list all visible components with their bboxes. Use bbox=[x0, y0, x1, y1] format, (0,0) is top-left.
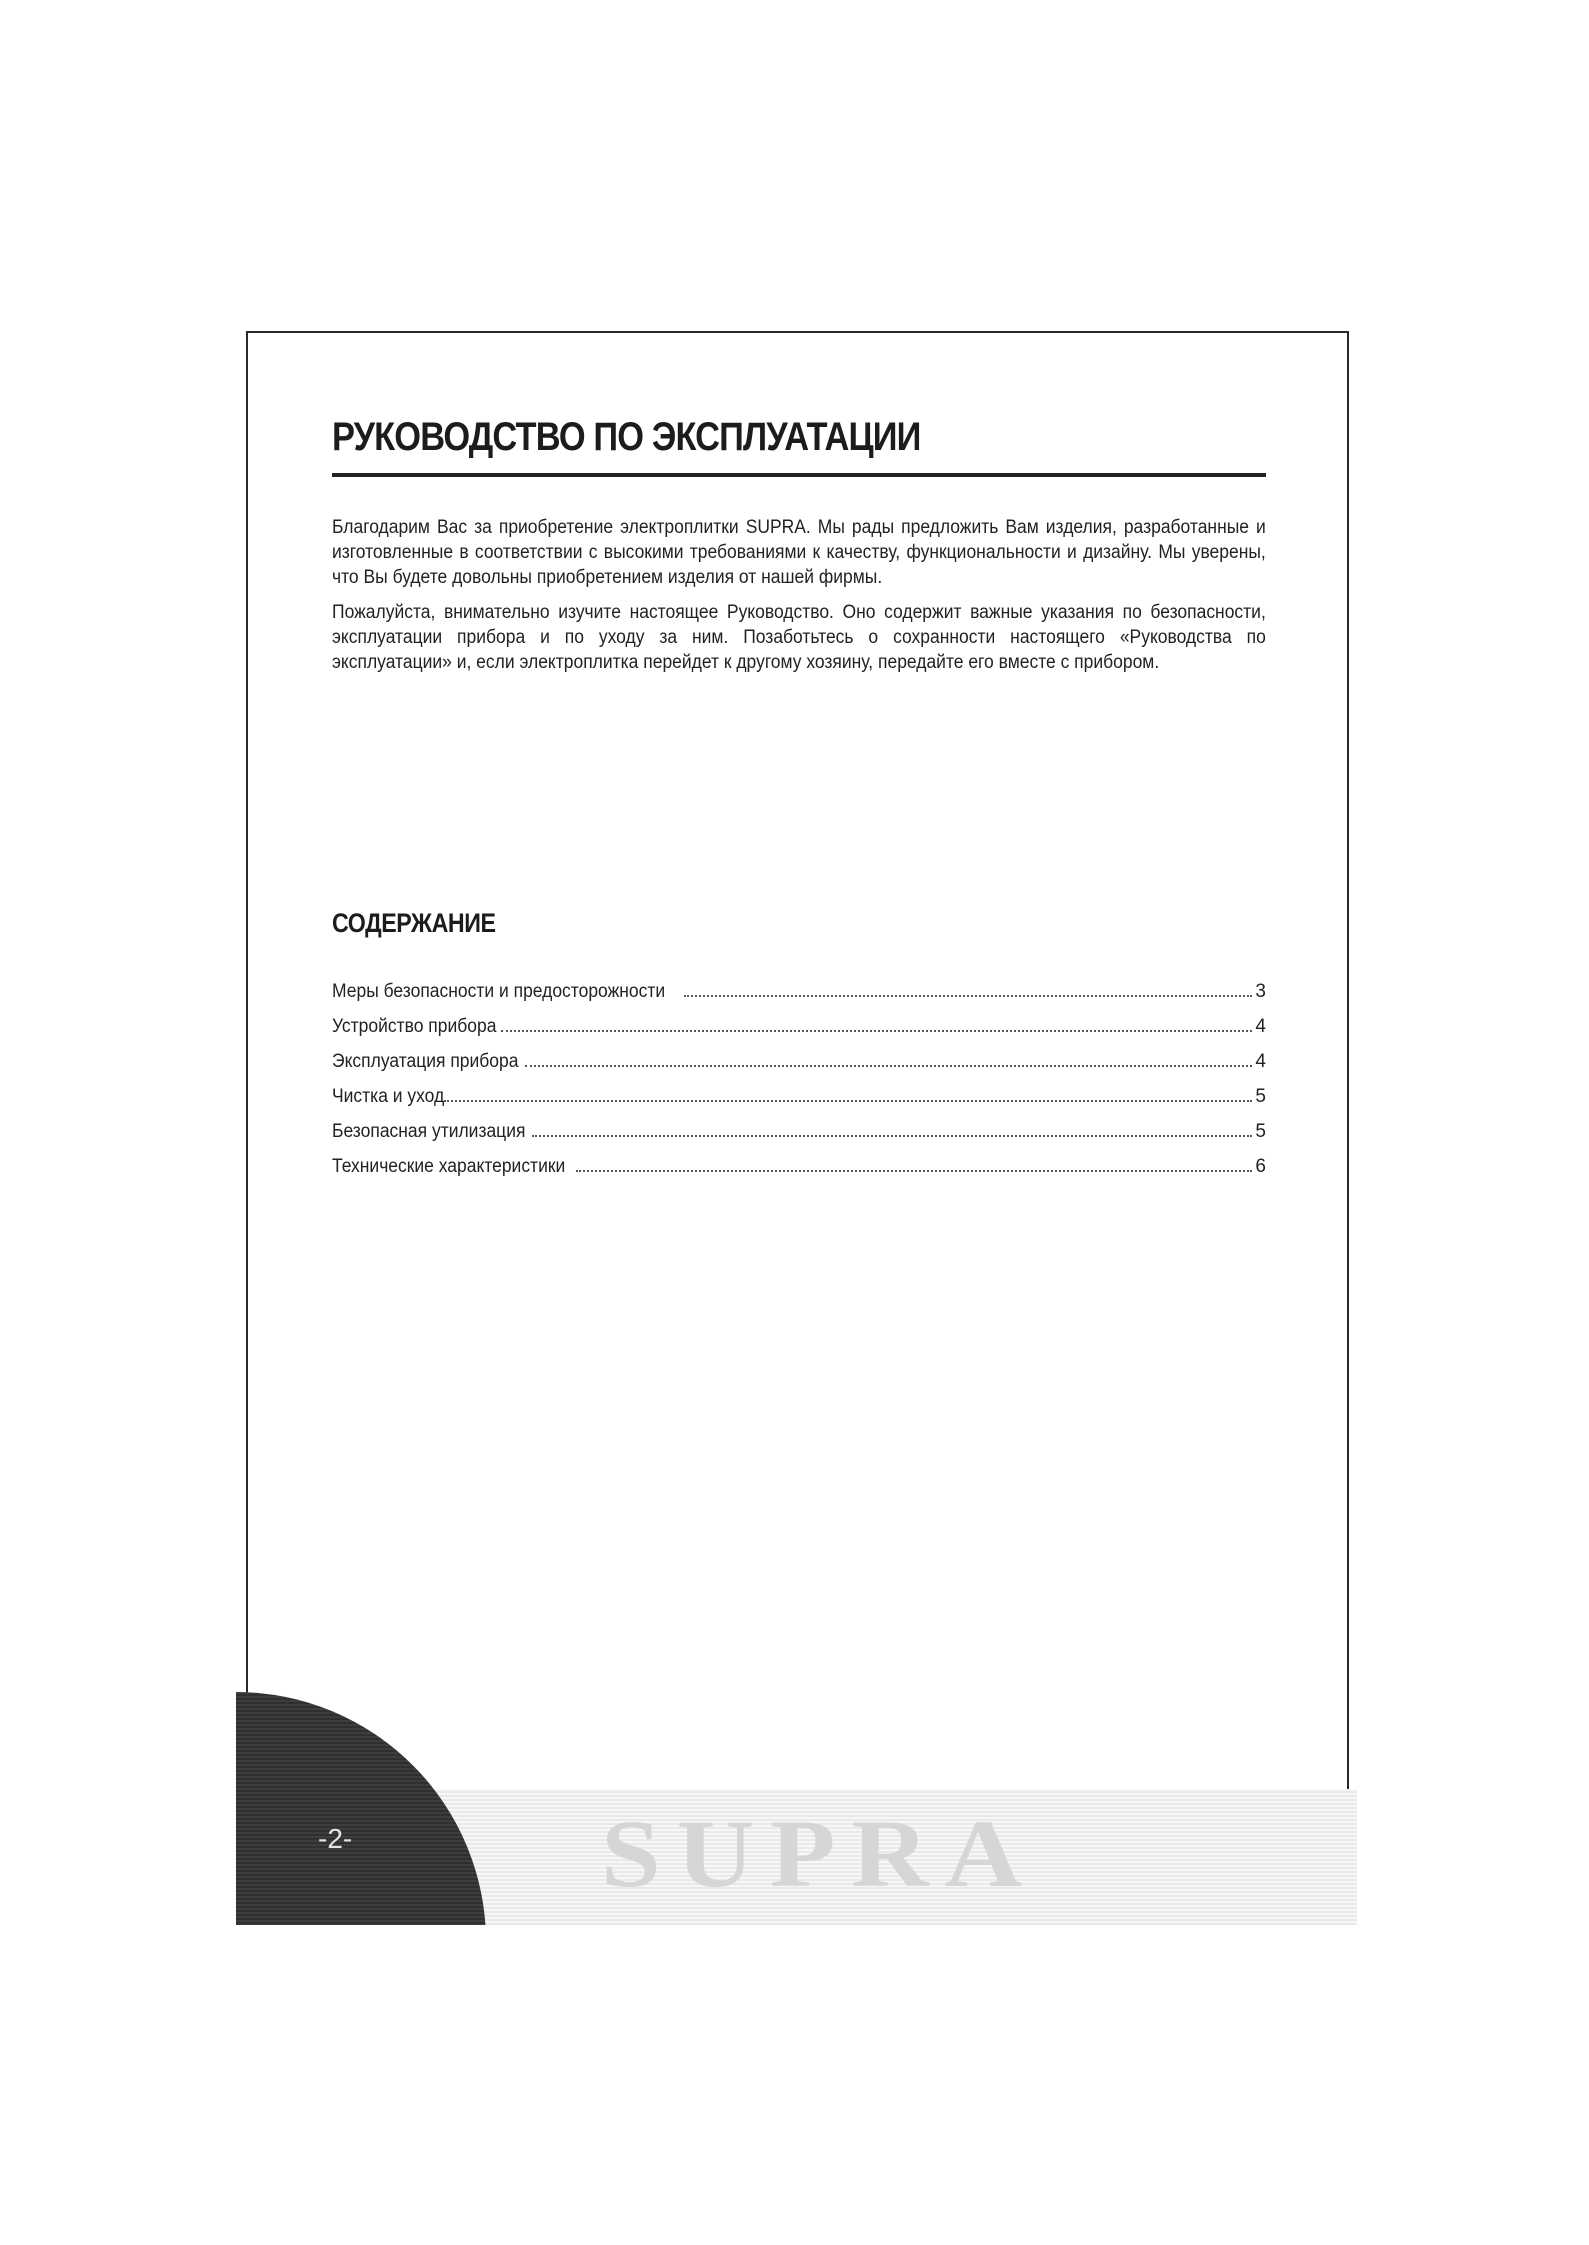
toc-item-page: 5 bbox=[1255, 1121, 1266, 1142]
intro-paragraph-1: Благодарим Вас за приобретение электроплитки SUPRA. Мы рады предложить Вам изделия, разработанные и изготовленные в соответствии с высокими требованиями к качеству, функциональности и дизайну. Мы уверены, что Вы будете довольны приобретением изделия от нашей фирмы. bbox=[332, 517, 1266, 588]
toc-item[interactable] bbox=[332, 981, 1266, 1016]
toc-item[interactable] bbox=[332, 1121, 1266, 1156]
toc-item[interactable] bbox=[332, 1016, 1266, 1051]
toc-item-page: 5 bbox=[1255, 1086, 1266, 1107]
toc-leader-dots bbox=[576, 1170, 1252, 1172]
page-content bbox=[332, 413, 1266, 1177]
title-underline bbox=[332, 473, 1266, 477]
page-frame bbox=[246, 331, 1349, 1925]
toc-item-page: 4 bbox=[1255, 1051, 1266, 1072]
toc-item[interactable] bbox=[332, 1051, 1266, 1086]
toc-item-page: 6 bbox=[1255, 1156, 1266, 1177]
toc-item[interactable] bbox=[332, 1156, 1266, 1191]
toc-item-label: Чистка и уход bbox=[332, 1086, 445, 1107]
supra-logo-watermark: SUPRA bbox=[601, 1800, 1038, 1907]
toc-item-label: Технические характеристики bbox=[332, 1156, 566, 1177]
toc-leader-dots bbox=[684, 995, 1252, 997]
intro-paragraph-2: Пожалуйста, внимательно изучите настоящее Руководство. Оно содержит важные указания по безопасности, эксплуатации прибора и по уходу за ним. Позаботьтесь о сохранности настоящего «Руководства по эксплуатации» и, если электроплитка перейдет к другому хозяину, передайте его вместе с прибором. bbox=[332, 602, 1266, 673]
toc-item-label: Безопасная утилизация bbox=[332, 1121, 526, 1142]
page-title: РУКОВОДСТВО ПО ЭКСПЛУАТАЦИИ bbox=[332, 415, 921, 459]
page-number: -2- bbox=[318, 1823, 353, 1854]
footer-corner-circle bbox=[236, 1692, 490, 1925]
toc-leader-dots bbox=[532, 1135, 1252, 1137]
toc-leader-dots bbox=[501, 1030, 1252, 1032]
toc-item-label: Эксплуатация прибора bbox=[332, 1051, 519, 1072]
toc-heading: СОДЕРЖАНИЕ bbox=[332, 908, 496, 938]
footer-circle-disk bbox=[236, 1692, 486, 1925]
toc-item-page: 4 bbox=[1255, 1016, 1266, 1037]
toc-leader-dots bbox=[525, 1065, 1252, 1067]
toc-item-label: Устройство прибора bbox=[332, 1016, 497, 1037]
intro-section bbox=[332, 515, 1266, 675]
toc-leader-dots bbox=[444, 1100, 1252, 1102]
toc-item-label: Меры безопасности и предосторожности bbox=[332, 981, 666, 1002]
toc-item-page: 3 bbox=[1255, 981, 1266, 1002]
table-of-contents bbox=[332, 981, 1266, 1191]
toc-item[interactable] bbox=[332, 1086, 1266, 1121]
